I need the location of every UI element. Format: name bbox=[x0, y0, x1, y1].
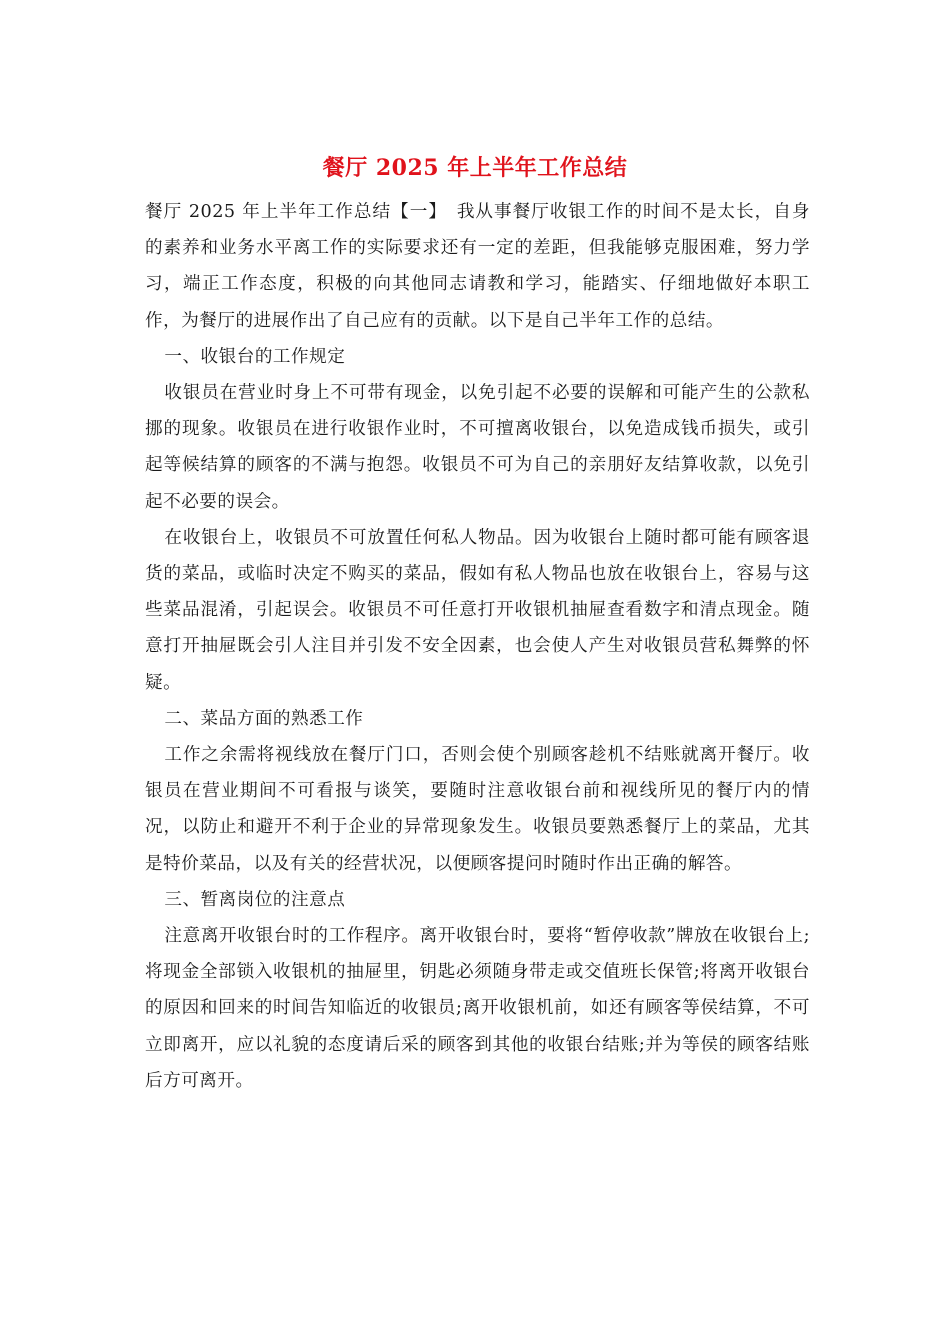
section-heading-1: 一、收银台的工作规定 bbox=[164, 346, 346, 367]
intro-paragraph: 餐厅 2025 年上半年工作总结【一】 我从事餐厅收银工作的时间不是太长，自身的素养和业务水平离工作的实际要求还有一定的差距，但我能够克服困难，努力学习，端正工作态度，积极的向其他同志请教和学习，能踏实、仔细地做好本职工作，为餐厅的进展作出了自己应有的贡献。以下是自己半年工作的总结。 bbox=[145, 202, 810, 331]
section-3-paragraph-1: 注意离开收银台时的工作程序。离开收银台时，要将“暂停收款”牌放在收银台上;将现金全部锁入收银机的抽屉里，钥匙必须随身带走或交值班长保管;将离开收银台的原因和回来的时间告知临近的收银员;离开收银机前，如还有顾客等侯结算，不可立即离开，应以礼貌的态度请后采的顾客到其他的收银台结账;并为等侯的顾客结账后方可离开。 bbox=[145, 926, 810, 1091]
section-2-paragraph-1: 工作之余需将视线放在餐厅门口，否则会使个别顾客趁机不结账就离开餐厅。收银员在营业期间不可看报与谈笑，要随时注意收银台前和视线所见的餐厅内的情况，以防止和避开不利于企业的异常现象发生。收银员要熟悉餐厅上的菜品，尤其是特价菜品，以及有关的经营状况，以便顾客提问时随时作出正确的解答。 bbox=[145, 745, 810, 874]
section-heading-2: 二、菜品方面的熟悉工作 bbox=[164, 708, 364, 729]
section-1-paragraph-1: 收银员在营业时身上不可带有现金，以免引起不必要的误解和可能产生的公款私挪的现象。收银员在进行收银作业时，不可擅离收银台，以免造成钱币损失，或引起等候结算的顾客的不满与抱怨。收银员不可为自己的亲朋好友结算收款，以免引起不必要的误会。 bbox=[145, 383, 810, 512]
document-title: 餐厅 2025 年上半年工作总结 bbox=[322, 155, 628, 181]
document-body bbox=[145, 194, 810, 1099]
section-1-paragraph-2: 在收银台上，收银员不可放置任何私人物品。因为收银台上随时都可能有顾客退货的菜品，或临时决定不购买的菜品，假如有私人物品也放在收银台上，容易与这些菜品混淆，引起误会。收银员不可任意打开收银机抽屉查看数字和清点现金。随意打开抽屉既会引人注目并引发不安全因素，也会使人产生对收银员营私舞弊的怀疑。 bbox=[145, 527, 810, 693]
section-heading-3: 三、暂离岗位的注意点 bbox=[164, 889, 346, 910]
